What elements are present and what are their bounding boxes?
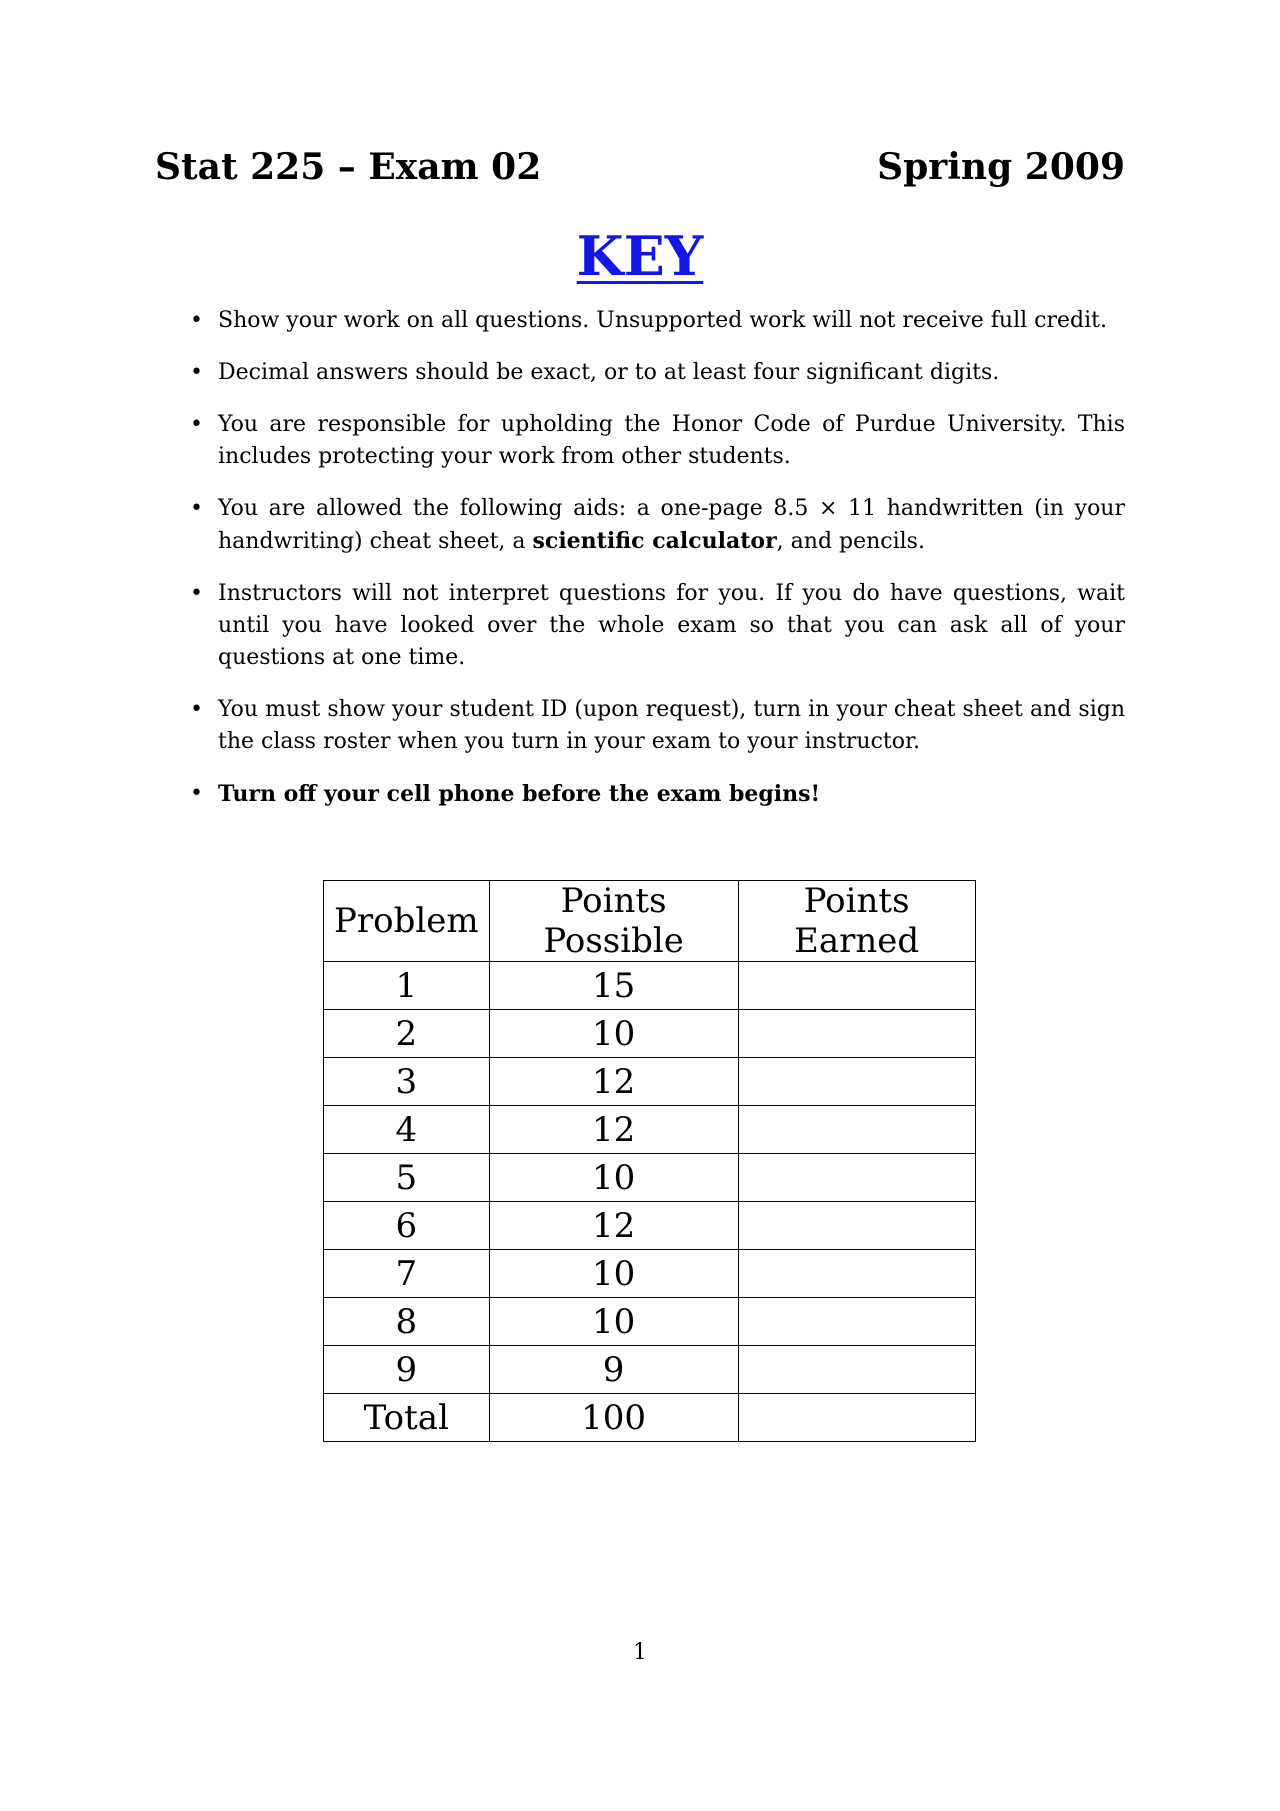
course-exam-title: Stat 225 – Exam 02 <box>155 146 542 188</box>
points-possible-cell: 100 <box>489 1394 738 1442</box>
problem-cell: 8 <box>324 1298 490 1346</box>
instructions-list <box>190 305 1125 831</box>
points-possible-cell: 15 <box>489 962 738 1010</box>
problem-cell: 4 <box>324 1106 490 1154</box>
key-heading: KEY <box>576 224 704 288</box>
instruction-item <box>190 409 1125 473</box>
table-row-total <box>324 1394 976 1442</box>
problem-cell: 3 <box>324 1058 490 1106</box>
points-possible-cell: 9 <box>489 1346 738 1394</box>
header-problem: Problem <box>324 881 490 962</box>
bullet-icon: • <box>190 496 203 521</box>
instruction-item <box>190 493 1125 558</box>
points-earned-cell[interactable] <box>738 1298 975 1346</box>
table-header-row <box>324 881 976 962</box>
problem-cell: 6 <box>324 1202 490 1250</box>
header-points-possible: Points Possible <box>489 881 738 962</box>
points-possible-cell: 10 <box>489 1154 738 1202</box>
points-earned-cell[interactable] <box>738 1010 975 1058</box>
problem-cell: 1 <box>324 962 490 1010</box>
instruction-text: Decimal answers should be exact, or to at least four significant digits. <box>218 360 1000 385</box>
table-row <box>324 1058 976 1106</box>
table-row <box>324 1106 976 1154</box>
bullet-icon: • <box>190 581 203 606</box>
points-earned-cell[interactable] <box>738 1106 975 1154</box>
table-row <box>324 1154 976 1202</box>
points-possible-cell: 12 <box>489 1058 738 1106</box>
instruction-text-pre: You are allowed the following aids: a one-page 8.5 × 11 handwritten (in your handwriting) cheat sheet, a <box>218 496 1125 554</box>
bullet-icon: • <box>190 360 203 385</box>
table-row <box>324 1010 976 1058</box>
problem-cell: 2 <box>324 1010 490 1058</box>
instruction-text-bold: Turn off your cell phone before the exam begins! <box>218 781 821 807</box>
bullet-icon: • <box>190 697 203 722</box>
points-possible-cell: 10 <box>489 1250 738 1298</box>
points-earned-cell[interactable] <box>738 1346 975 1394</box>
score-table <box>323 880 976 1442</box>
instruction-item <box>190 357 1125 389</box>
points-earned-cell[interactable] <box>738 1394 975 1442</box>
instruction-text: You are responsible for upholding the Honor Code of Purdue University. This includes protecting your work from other students. <box>218 412 1125 469</box>
instruction-text-bold: scientific calculator <box>532 528 777 554</box>
points-possible-cell: 10 <box>489 1298 738 1346</box>
header-points-earned: Points Earned <box>738 881 975 962</box>
table-row <box>324 1298 976 1346</box>
bullet-icon: • <box>190 781 203 806</box>
problem-cell: 7 <box>324 1250 490 1298</box>
table-row <box>324 1202 976 1250</box>
bullet-icon: • <box>190 308 203 333</box>
problem-cell: 5 <box>324 1154 490 1202</box>
points-earned-cell[interactable] <box>738 1250 975 1298</box>
instruction-text: Show your work on all questions. Unsupported work will not receive full credit. <box>218 308 1107 333</box>
points-earned-cell[interactable] <box>738 1058 975 1106</box>
problem-cell: 9 <box>324 1346 490 1394</box>
instruction-item <box>190 578 1125 674</box>
table-row <box>324 962 976 1010</box>
points-earned-cell[interactable] <box>738 962 975 1010</box>
points-possible-cell: 12 <box>489 1106 738 1154</box>
instruction-item <box>190 305 1125 337</box>
bullet-icon: • <box>190 412 203 437</box>
table-row <box>324 1346 976 1394</box>
instruction-text: Instructors will not interpret questions for you. If you do have questions, wait until you have looked over the whole exam so that you can ask all of your questions at one time. <box>218 581 1125 670</box>
instruction-text: You must show your student ID (upon request), turn in your cheat sheet and sign the class roster when you turn in your exam to your instructor. <box>218 697 1125 754</box>
table-row <box>324 1250 976 1298</box>
points-possible-cell: 10 <box>489 1010 738 1058</box>
instruction-item <box>190 778 1125 811</box>
points-earned-cell[interactable] <box>738 1202 975 1250</box>
instruction-item <box>190 694 1125 758</box>
problem-cell: Total <box>324 1394 490 1442</box>
page-number: 1 <box>633 1640 647 1665</box>
instruction-text-post: , and pencils. <box>776 529 925 554</box>
points-possible-cell: 12 <box>489 1202 738 1250</box>
points-earned-cell[interactable] <box>738 1154 975 1202</box>
semester-label: Spring 2009 <box>877 146 1125 188</box>
